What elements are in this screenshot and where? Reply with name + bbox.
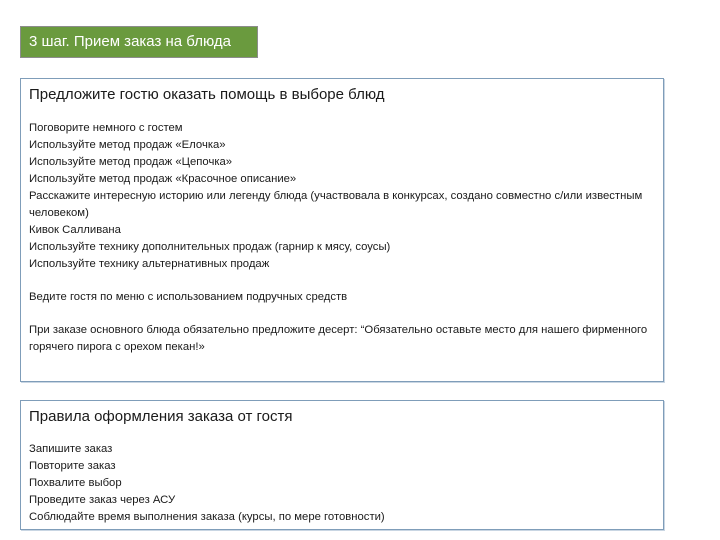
- list-item: Соблюдайте время выполнения заказа (курсы, по мере готовности): [29, 511, 385, 523]
- list-item: Поговорите немного с гостем: [29, 122, 183, 134]
- list-item: Используйте метод продаж «Цепочка»: [29, 156, 233, 168]
- list-item: Повторите заказ: [29, 460, 116, 472]
- list-item: Используйте технику альтернативных продаж: [29, 258, 270, 270]
- list-item: Похвалите выбор: [29, 477, 122, 489]
- spacer: [29, 306, 655, 322]
- list-item: Используйте технику дополнительных продаж (гарнир к мясу, соусы): [29, 241, 391, 253]
- spacer: [29, 273, 655, 289]
- order-rules-card: [20, 400, 664, 530]
- step-banner: 3 шаг. Прием заказ на блюда: [20, 26, 258, 58]
- dessert-offer-text: При заказе основного блюда обязательно предложите десерт: “Обязательно оставьте место для нашего фирменного горячего пирога с орехом пекан!»: [29, 324, 648, 353]
- list-item: Расскажите интересную историю или легенду блюда (участвовала в конкурсах, создано совместно с/или известным человеком): [29, 190, 643, 219]
- order-rules-title: Правила оформления заказа от гостя: [29, 408, 293, 425]
- list-item: Запишите заказ: [29, 443, 113, 455]
- guest-help-list: [29, 120, 655, 273]
- guest-help-title: Предложите гостю оказать помощь в выборе блюд: [29, 86, 385, 103]
- order-rules-list: [29, 441, 655, 526]
- list-item: Кивок Салливана: [29, 224, 121, 236]
- menu-guidance-text: Ведите гостя по меню с использованием подручных средств: [29, 291, 348, 303]
- guest-help-card: [20, 78, 664, 382]
- list-item: Проведите заказ через АСУ: [29, 494, 176, 506]
- list-item: Используйте метод продаж «Елочка»: [29, 139, 226, 151]
- list-item: Используйте метод продаж «Красочное описание»: [29, 173, 297, 185]
